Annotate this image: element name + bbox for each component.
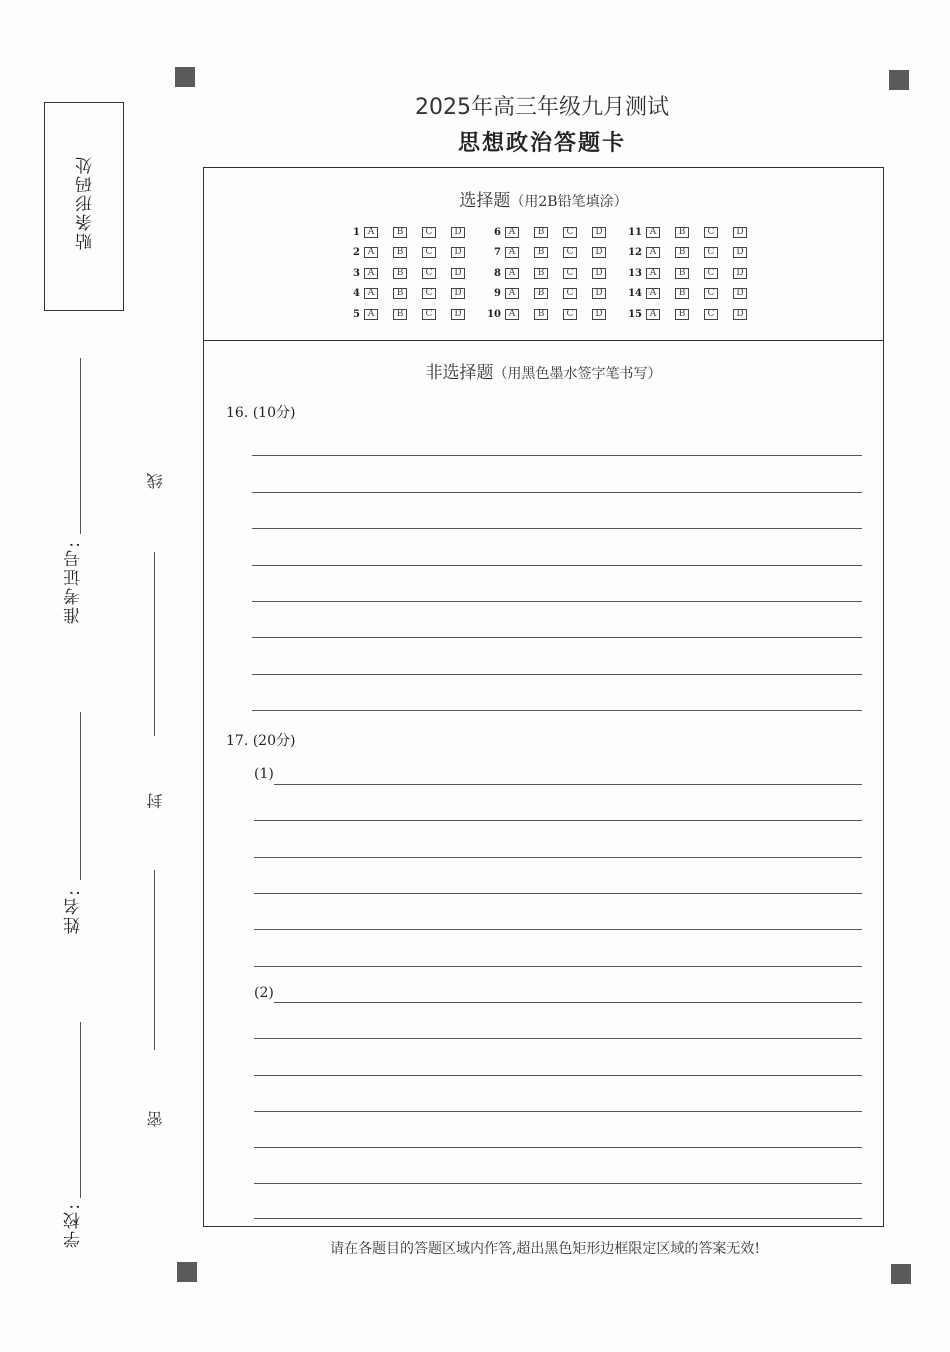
answer-line[interactable] (252, 601, 862, 602)
exam-title: 2025年高三年级九月测试 (415, 95, 669, 120)
choice-bubble-4-D[interactable]: D (451, 288, 465, 299)
nonchoice-section-title (204, 358, 883, 383)
choice-bubble-6-D[interactable]: D (592, 227, 606, 238)
nonchoice-note: （用黑色墨水签字笔书写） (493, 366, 662, 382)
choice-question-9 (481, 288, 622, 299)
answer-line[interactable] (252, 637, 862, 638)
choice-bubble-14-D[interactable]: D (733, 288, 747, 299)
answer-line[interactable] (254, 1111, 862, 1112)
choice-number: 14 (628, 288, 642, 300)
choice-bubble-6-C[interactable]: C (563, 227, 577, 238)
choice-bubble-14-A[interactable]: A (646, 288, 660, 299)
choice-bubble-2-D[interactable]: D (451, 247, 465, 258)
school-label: 学校: (64, 1202, 84, 1248)
choice-question-4 (340, 288, 481, 299)
choice-note: （用2B铅笔填涂） (510, 194, 628, 210)
answer-line[interactable] (252, 528, 862, 529)
corner-marker-top-left (175, 67, 195, 87)
choice-bubble-15-B[interactable]: B (675, 309, 689, 320)
choice-bubble-8-B[interactable]: B (534, 268, 548, 279)
answer-line[interactable] (254, 929, 862, 930)
choice-bubble-14-B[interactable]: B (675, 288, 689, 299)
corner-marker-bottom-left (177, 1262, 197, 1282)
choice-bubble-3-D[interactable]: D (451, 268, 465, 279)
choice-number: 2 (353, 247, 360, 259)
choice-bubble-2-B[interactable]: B (393, 247, 407, 258)
choice-bubble-9-D[interactable]: D (592, 288, 606, 299)
choice-bubble-11-A[interactable]: A (646, 227, 660, 238)
choice-row (340, 222, 763, 243)
answer-line[interactable] (254, 893, 862, 894)
choice-bubble-1-C[interactable]: C (422, 227, 436, 238)
choice-bubble-11-B[interactable]: B (675, 227, 689, 238)
choice-bubble-1-B[interactable]: B (393, 227, 407, 238)
choice-question-3 (340, 268, 481, 279)
choice-row (340, 304, 763, 325)
answer-line[interactable] (252, 565, 862, 566)
choice-bubble-4-A[interactable]: A (364, 288, 378, 299)
card-title: 思想政治答题卡 (457, 131, 626, 156)
name-field[interactable] (80, 1022, 81, 1198)
admission-number-label: 准考证号: (64, 540, 84, 624)
choice-bubble-15-C[interactable]: C (704, 309, 718, 320)
answer-line[interactable] (254, 1183, 862, 1184)
answer-line[interactable] (274, 1002, 862, 1003)
choice-number: 7 (494, 247, 501, 259)
choice-number: 3 (353, 267, 360, 279)
choice-bubble-8-C[interactable]: C (563, 268, 577, 279)
choice-bubble-grid (340, 222, 763, 325)
choice-question-10 (481, 309, 622, 320)
choice-bubble-7-A[interactable]: A (505, 247, 519, 258)
choice-number: 15 (628, 308, 642, 320)
choice-number: 6 (494, 226, 501, 238)
answer-line[interactable] (254, 1218, 862, 1219)
choice-bubble-14-C[interactable]: C (704, 288, 718, 299)
choice-bubble-6-B[interactable]: B (534, 227, 548, 238)
choice-bubble-3-A[interactable]: A (364, 268, 378, 279)
choice-bubble-5-D[interactable]: D (451, 309, 465, 320)
choice-number: 4 (353, 288, 360, 300)
choice-bubble-2-C[interactable]: C (422, 247, 436, 258)
choice-bubble-12-C[interactable]: C (704, 247, 718, 258)
choice-number: 10 (487, 308, 501, 320)
choice-question-11 (622, 227, 763, 238)
section-divider (204, 340, 883, 341)
choice-bubble-4-B[interactable]: B (393, 288, 407, 299)
choice-question-15 (622, 309, 763, 320)
answer-line[interactable] (254, 857, 862, 858)
answer-line[interactable] (254, 1075, 862, 1076)
choice-bubble-5-B[interactable]: B (393, 309, 407, 320)
choice-bubble-6-A[interactable]: A (505, 227, 519, 238)
choice-number: 1 (353, 226, 360, 238)
choice-bubble-9-B[interactable]: B (534, 288, 548, 299)
choice-bubble-1-D[interactable]: D (451, 227, 465, 238)
answer-line[interactable] (254, 1147, 862, 1148)
question-17-1-label: (1) (254, 766, 274, 782)
footer-notice: 请在各题目的答题区域内作答,超出黑色矩形边框限定区域的答案无效! (329, 1241, 761, 1257)
choice-bubble-1-A[interactable]: A (364, 227, 378, 238)
name-label: 姓名: (64, 888, 84, 934)
choice-bubble-10-D[interactable]: D (592, 309, 606, 320)
choice-section-title (204, 186, 883, 211)
nonchoice-title: 非选择题 (425, 363, 494, 383)
choice-bubble-4-C[interactable]: C (422, 288, 436, 299)
corner-marker-bottom-right (891, 1264, 911, 1284)
choice-number: 8 (494, 267, 501, 279)
seal-secret-label: 密 (146, 1111, 165, 1127)
choice-bubble-8-A[interactable]: A (505, 268, 519, 279)
choice-bubble-2-A[interactable]: A (364, 247, 378, 258)
choice-number: 13 (628, 267, 642, 279)
choice-number: 12 (628, 247, 642, 259)
choice-bubble-7-C[interactable]: C (563, 247, 577, 258)
choice-bubble-5-C[interactable]: C (422, 309, 436, 320)
answer-line[interactable] (254, 966, 862, 967)
corner-marker-top-right (889, 70, 909, 90)
choice-question-6 (481, 227, 622, 238)
choice-bubble-11-D[interactable]: D (733, 227, 747, 238)
answer-line[interactable] (254, 1038, 862, 1039)
choice-question-2 (340, 247, 481, 258)
choice-bubble-15-D[interactable]: D (733, 309, 747, 320)
choice-bubble-13-C[interactable]: C (704, 268, 718, 279)
question-17-2-label: (2) (254, 985, 274, 1001)
seal-line-2 (154, 870, 155, 1050)
choice-bubble-12-D[interactable]: D (733, 247, 747, 258)
choice-bubble-9-C[interactable]: C (563, 288, 577, 299)
choice-bubble-12-B[interactable]: B (675, 247, 689, 258)
choice-question-14 (622, 288, 763, 299)
choice-bubble-10-B[interactable]: B (534, 309, 548, 320)
choice-bubble-13-A[interactable]: A (646, 268, 660, 279)
choice-bubble-5-A[interactable]: A (364, 309, 378, 320)
admission-number-field[interactable] (80, 358, 81, 534)
choice-bubble-13-B[interactable]: B (675, 268, 689, 279)
choice-bubble-3-C[interactable]: C (422, 268, 436, 279)
choice-question-1 (340, 227, 481, 238)
question-16-label: 16. (10分) (226, 405, 296, 421)
choice-number: 9 (494, 288, 501, 300)
choice-bubble-13-D[interactable]: D (733, 268, 747, 279)
answer-line[interactable] (274, 784, 862, 785)
choice-bubble-3-B[interactable]: B (393, 268, 407, 279)
choice-bubble-10-A[interactable]: A (505, 309, 519, 320)
choice-question-8 (481, 268, 622, 279)
choice-row (340, 284, 763, 305)
choice-bubble-9-A[interactable]: A (505, 288, 519, 299)
choice-bubble-10-C[interactable]: C (563, 309, 577, 320)
choice-bubble-7-D[interactable]: D (592, 247, 606, 258)
choice-bubble-7-B[interactable]: B (534, 247, 548, 258)
choice-row (340, 263, 763, 284)
choice-bubble-11-C[interactable]: C (704, 227, 718, 238)
answer-line[interactable] (252, 674, 862, 675)
choice-row (340, 243, 763, 264)
choice-question-7 (481, 247, 622, 258)
seal-line-1 (154, 552, 155, 736)
choice-title: 选择题 (459, 191, 511, 211)
answer-line[interactable] (254, 820, 862, 821)
choice-bubble-15-A[interactable]: A (646, 309, 660, 320)
answer-frame (203, 167, 884, 1227)
answer-line[interactable] (252, 492, 862, 493)
choice-number: 5 (353, 308, 360, 320)
answer-line[interactable] (252, 710, 862, 711)
choice-question-5 (340, 309, 481, 320)
barcode-label: 贴条形码处 (76, 155, 96, 250)
answer-line[interactable] (252, 455, 862, 456)
choice-number: 11 (628, 226, 642, 238)
choice-question-13 (622, 268, 763, 279)
name-field-upper (80, 712, 81, 880)
choice-bubble-12-A[interactable]: A (646, 247, 660, 258)
seal-line-label: 线 (146, 473, 165, 489)
question-17-label: 17. (20分) (226, 733, 296, 749)
seal-seal-label: 封 (146, 793, 165, 809)
choice-question-12 (622, 247, 763, 258)
choice-bubble-8-D[interactable]: D (592, 268, 606, 279)
